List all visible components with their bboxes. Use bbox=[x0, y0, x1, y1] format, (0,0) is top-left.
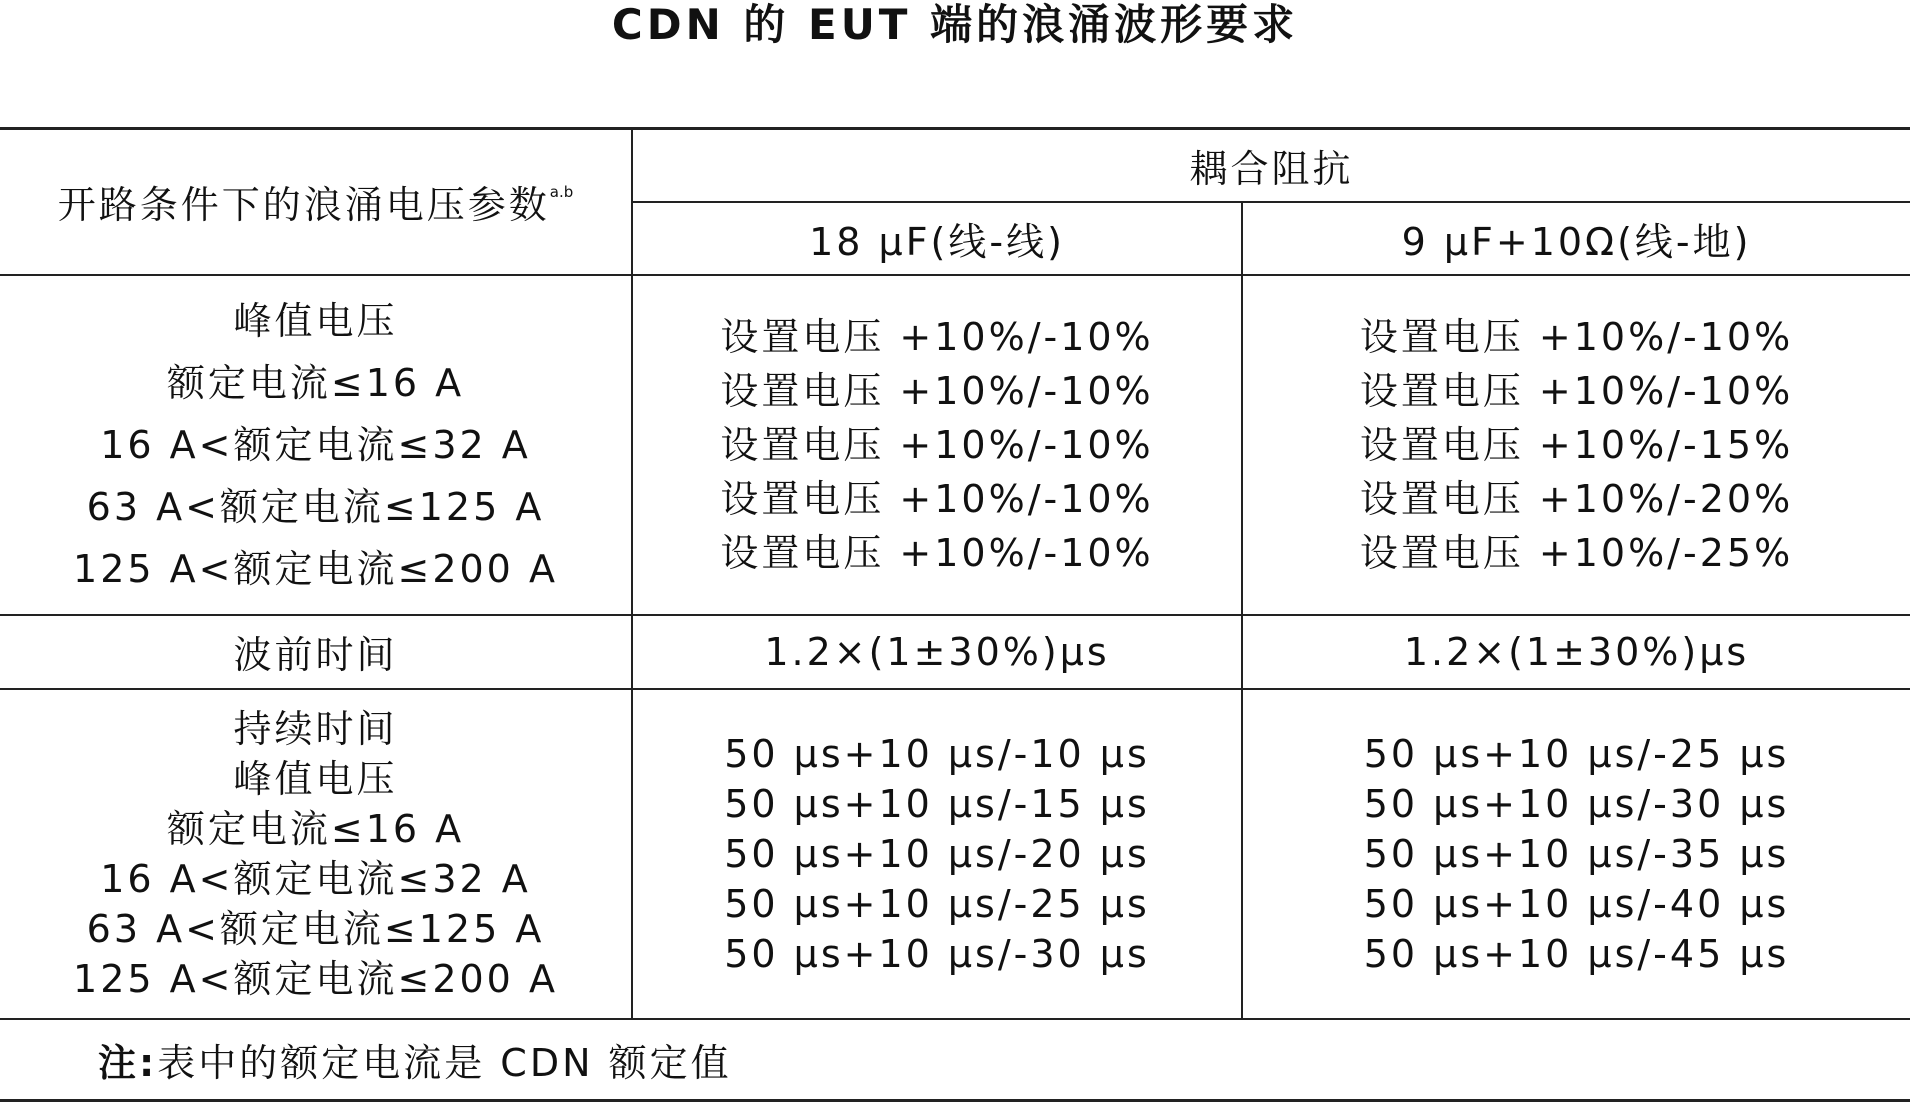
peak-line-ground-value: 设置电压 +10%/-15% bbox=[1359, 422, 1794, 467]
front-time-line-ground: 1.2×(1±30%)μs bbox=[1242, 615, 1910, 689]
peak-line-ground-value: 设置电压 +10%/-10% bbox=[1359, 314, 1794, 359]
col-header-line-ground: 9 μF+10Ω(线-地) bbox=[1242, 202, 1910, 275]
peak-line-ground-value: 设置电压 +10%/-10% bbox=[1359, 368, 1794, 413]
duration-label-line: 额定电流≤16 A bbox=[166, 806, 465, 851]
duration-line-ground-value: 50 μs+10 μs/-25 μs bbox=[1363, 731, 1790, 776]
peak-line-line-value: 设置电压 +10%/-10% bbox=[720, 314, 1154, 359]
front-time-row bbox=[0, 615, 1910, 689]
duration-line-line-value: 50 μs+10 μs/-30 μs bbox=[724, 931, 1150, 976]
peak-voltage-line-ground-cell bbox=[1242, 275, 1910, 615]
peak-label-line: 63 A<额定电流≤125 A bbox=[86, 484, 545, 529]
duration-label-line: 16 A<额定电流≤32 A bbox=[100, 856, 531, 901]
duration-line-line-value: 50 μs+10 μs/-20 μs bbox=[724, 831, 1150, 876]
peak-label-line: 额定电流≤16 A bbox=[166, 360, 465, 405]
note-cell bbox=[0, 1019, 1910, 1101]
peak-label-line: 125 A<额定电流≤200 A bbox=[73, 546, 558, 591]
peak-line-ground-value: 设置电压 +10%/-25% bbox=[1359, 530, 1794, 575]
duration-line-line-value: 50 μs+10 μs/-10 μs bbox=[724, 731, 1150, 776]
duration-line-line-value: 50 μs+10 μs/-15 μs bbox=[724, 781, 1150, 826]
duration-label-line: 持续时间 bbox=[233, 706, 398, 751]
peak-label-line: 峰值电压 bbox=[233, 298, 398, 343]
note-label: 注: bbox=[98, 1040, 158, 1085]
duration-line-ground-value: 50 μs+10 μs/-35 μs bbox=[1363, 831, 1790, 876]
param-header-label: 开路条件下的浪涌电压参数 bbox=[57, 183, 550, 228]
duration-row bbox=[0, 689, 1910, 1019]
duration-label-line: 125 A<额定电流≤200 A bbox=[73, 956, 558, 1001]
peak-line-line-value: 设置电压 +10%/-10% bbox=[720, 422, 1154, 467]
col-header-line-line: 18 μF(线-线) bbox=[632, 202, 1242, 275]
peak-line-ground-value: 设置电压 +10%/-20% bbox=[1359, 476, 1794, 521]
duration-line-line-value: 50 μs+10 μs/-25 μs bbox=[724, 881, 1150, 926]
peak-voltage-row bbox=[0, 275, 1910, 615]
peak-line-line-value: 设置电压 +10%/-10% bbox=[720, 368, 1154, 413]
param-footnote-ref: a.b bbox=[549, 182, 574, 201]
duration-line-ground-value: 50 μs+10 μs/-30 μs bbox=[1363, 781, 1790, 826]
duration-line-ground-value: 50 μs+10 μs/-45 μs bbox=[1363, 931, 1790, 976]
note-text: 表中的额定电流是 CDN 额定值 bbox=[157, 1040, 732, 1085]
param-header-cell bbox=[0, 129, 632, 275]
surge-waveform-table bbox=[0, 127, 1910, 1102]
peak-label-line: 16 A<额定电流≤32 A bbox=[100, 422, 531, 467]
note-row bbox=[0, 1019, 1910, 1101]
peak-voltage-label-cell bbox=[0, 275, 632, 615]
peak-line-line-value: 设置电压 +10%/-10% bbox=[720, 530, 1154, 575]
duration-line-ground-value: 50 μs+10 μs/-40 μs bbox=[1363, 881, 1790, 926]
peak-line-line-value: 设置电压 +10%/-10% bbox=[720, 476, 1154, 521]
duration-line-line-cell bbox=[632, 689, 1242, 1019]
header-row-top bbox=[0, 129, 1910, 202]
front-time-label: 波前时间 bbox=[0, 615, 632, 689]
duration-label-line: 峰值电压 bbox=[233, 756, 398, 801]
duration-label-cell bbox=[0, 689, 632, 1019]
front-time-line-line: 1.2×(1±30%)μs bbox=[632, 615, 1242, 689]
duration-label-line: 63 A<额定电流≤125 A bbox=[86, 906, 545, 951]
duration-line-ground-cell bbox=[1242, 689, 1910, 1019]
coupling-impedance-header: 耦合阻抗 bbox=[632, 129, 1910, 202]
peak-voltage-line-line-cell bbox=[632, 275, 1242, 615]
page-title: CDN 的 EUT 端的浪涌波形要求 bbox=[611, 0, 1299, 49]
